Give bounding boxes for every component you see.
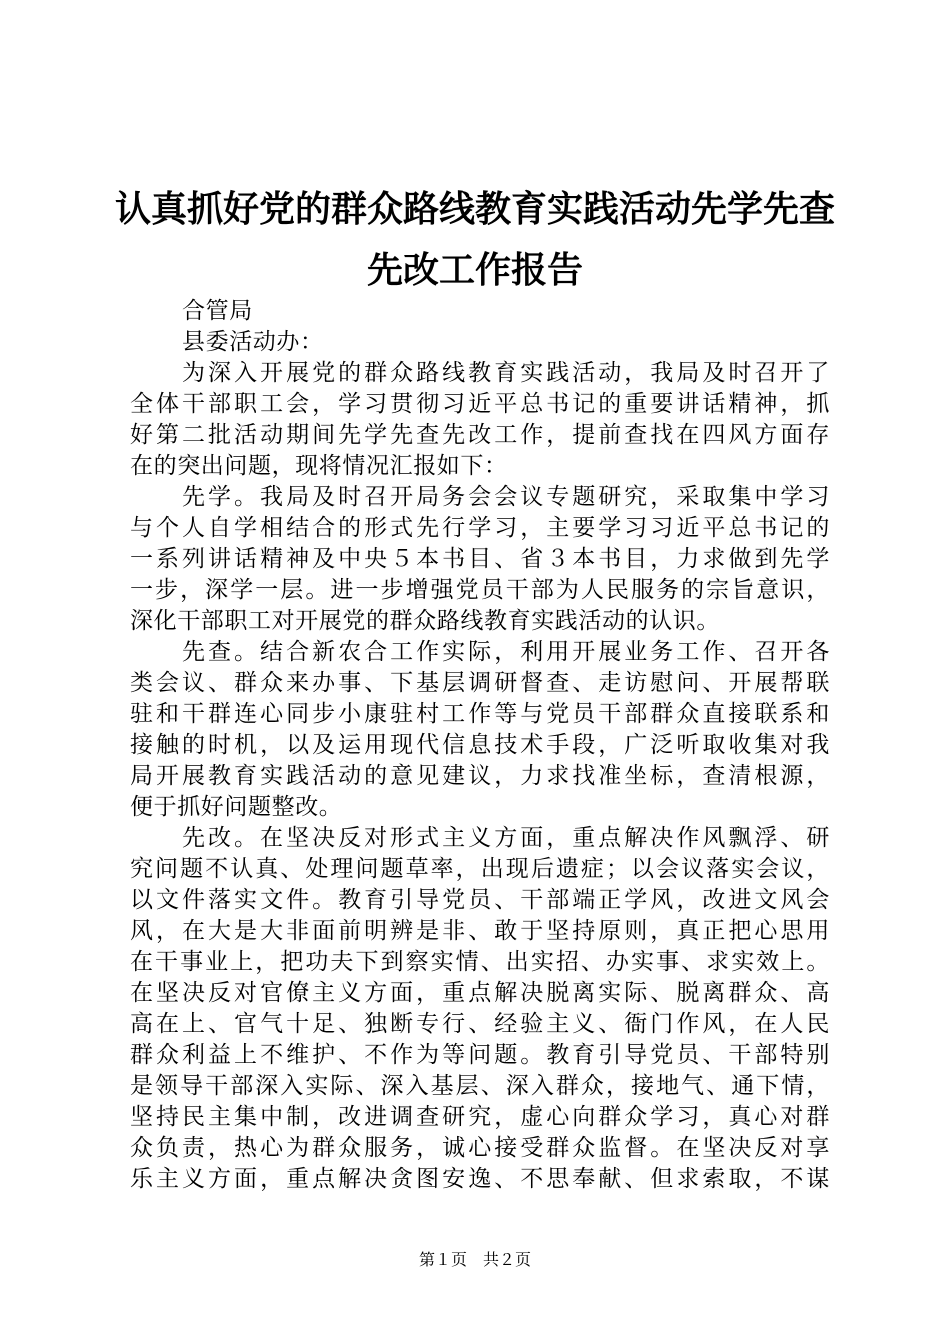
body-line: 究问题不认真、处理问题草率，出现后遗症；以会议落实会议， [130, 856, 830, 882]
body-line: 一系列讲话精神及中央５本书目、省３本书目，力求做到先学 [130, 546, 830, 572]
body-line: 风，在大是大非面前明辨是非、敢于坚持原则，真正把心思用 [130, 918, 830, 944]
body-line: 在干事业上，把功夫下到察实情、出实招、办实事、求实效上。 [130, 949, 830, 975]
body-line: 一步，深学一层。进一步增强党员干部为人民服务的宗旨意识， [130, 577, 830, 603]
body-line: 接触的时机，以及运用现代信息技术手段，广泛听取收集对我 [130, 732, 830, 758]
body-line: 坚持民主集中制，改进调查研究，虚心向群众学习，真心对群 [130, 1104, 830, 1130]
body-line: 便于抓好问题整改。 [130, 794, 343, 820]
document-title-line-1: 认真抓好党的群众路线教育实践活动先学先查 [114, 188, 835, 230]
body-line: 是领导干部深入实际、深入基层、深入群众，接地气、通下情， [130, 1073, 830, 1099]
body-line: 深化干部职工对开展党的群众路线教育实践活动的认识。 [130, 608, 720, 634]
body-line: 先查。结合新农合工作实际，利用开展业务工作、召开各 [182, 639, 830, 665]
body-line: 合管局 [182, 298, 253, 324]
body-line: 在的突出问题，现将情况汇报如下： [130, 453, 508, 479]
body-line: 好第二批活动期间先学先查先改工作，提前查找在四风方面存 [130, 422, 830, 448]
page-footer: 第１页 共２页 [418, 1250, 531, 1269]
body-line: 与个人自学相结合的形式先行学习，主要学习习近平总书记的 [130, 515, 830, 541]
body-line: 先改。在坚决反对形式主义方面，重点解决作风飘浮、研 [182, 825, 830, 851]
body-line: 高在上、官气十足、独断专行、经验主义、衙门作风，在人民 [130, 1011, 830, 1037]
body-line: 先学。我局及时召开局务会会议专题研究，采取集中学习 [182, 484, 830, 510]
body-line: 乐主义方面，重点解决贪图安逸、不思奉献、但求索取，不谋 [130, 1166, 830, 1192]
body-line: 驻和干群连心同步小康驻村工作等与党员干部群众直接联系和 [130, 701, 830, 727]
body-line: 以文件落实文件。教育引导党员、干部端正学风，改进文风会 [130, 887, 830, 913]
body-line: 类会议、群众来办事、下基层调研督查、走访慰问、开展帮联 [130, 670, 830, 696]
body-line: 众负责，热心为群众服务，诚心接受群众监督。在坚决反对享 [130, 1135, 830, 1161]
document-title-line-2: 先改工作报告 [366, 249, 583, 291]
body-line: 局开展教育实践活动的意见建议，力求找准坐标，查清根源， [130, 763, 830, 789]
document-body [130, 296, 830, 1195]
body-line: 在坚决反对官僚主义方面，重点解决脱离实际、脱离群众、高 [130, 980, 830, 1006]
body-line: 群众利益上不维护、不作为等问题。教育引导党员、干部特别 [130, 1042, 830, 1068]
body-line: 全体干部职工会，学习贯彻习近平总书记的重要讲话精神，抓 [130, 391, 830, 417]
body-line: 县委活动办： [182, 329, 324, 355]
body-line: 为深入开展党的群众路线教育实践活动，我局及时召开了 [182, 360, 830, 386]
